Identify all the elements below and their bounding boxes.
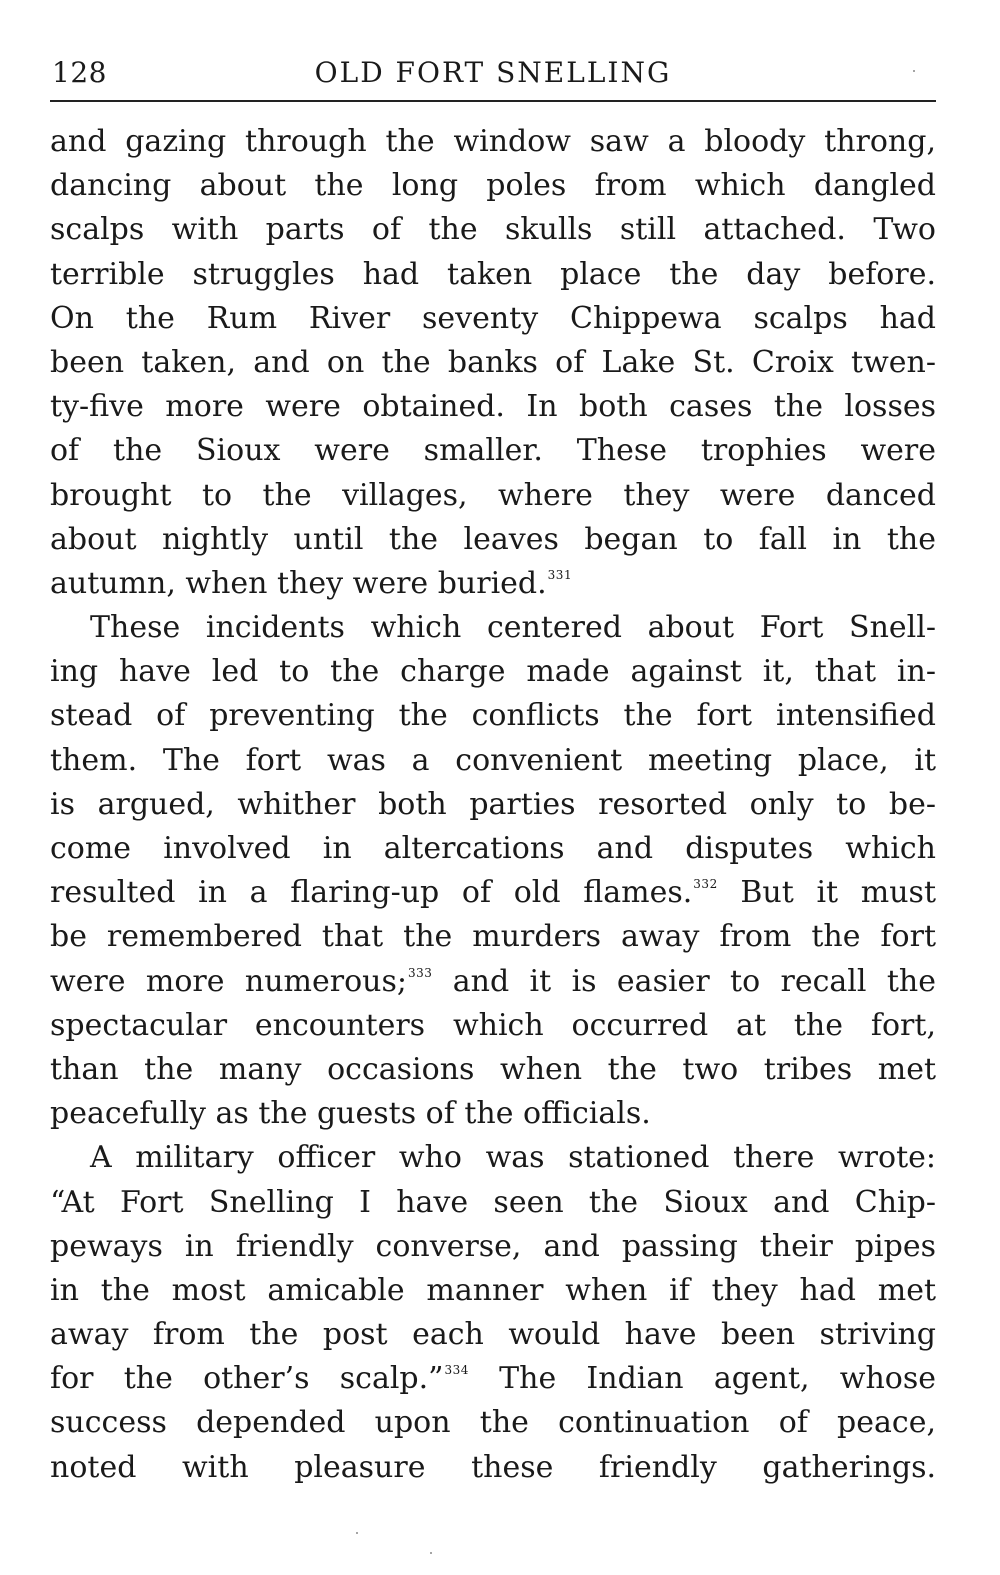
text-segment: been taken, and on the banks of Lake St. Croix twen- [50,344,936,380]
text-segment: come involved in altercations and disputes which [50,831,936,866]
footnote-marker: 333 [407,965,433,980]
text-segment: stead of preventing the conflicts the fort intensified [50,698,936,734]
text-line [50,429,936,473]
text-segment: peways in friendly converse, and passing their pipes [50,1228,936,1264]
text-segment: On the Rum River seventy Chippewa scalps had [50,300,936,336]
text-segment: them. The fort was a convenient meeting place, it [50,742,936,778]
text-segment: in the most amicable manner when if they had met [50,1272,936,1308]
text-line [50,1357,936,1401]
text-line [50,208,936,252]
footnote-marker: 334 [444,1363,469,1378]
text-line [50,1136,936,1180]
text-line [50,1004,936,1048]
scan-speck [913,70,915,72]
text-line [50,606,936,650]
text-line [50,164,936,208]
text-line [50,871,936,915]
text-line [50,1048,936,1092]
text-segment: terrible struggles had taken place the day before. [50,256,936,292]
text-segment: These incidents which centered about Fort Snell- [90,610,936,646]
text-line [50,694,936,738]
text-line [50,960,936,1004]
text-segment: for the other’s scalp.” [50,1361,444,1397]
text-line [50,915,936,959]
book-page [50,50,936,1490]
text-segment: were more numerous; [50,963,407,999]
text-line [50,297,936,341]
text-line [50,474,936,518]
text-line [50,1092,936,1136]
text-segment: than the many occasions when the two tribes met [50,1051,936,1087]
text-segment: success depended upon the continuation of peace, [50,1405,936,1441]
text-segment: is argued, whither both parties resorted only to be- [50,786,936,822]
text-line [50,650,936,694]
text-line [50,562,936,606]
text-line [50,385,936,429]
text-segment: about nightly until the leaves began to fall in the [50,521,936,557]
body-text [50,120,936,1490]
page-number: 128 [52,56,107,89]
text-line [50,120,936,164]
text-segment: But it must [717,875,936,911]
text-line [50,1446,936,1490]
paragraph [50,1136,936,1490]
running-title: OLD FORT SNELLING [314,56,672,89]
paragraph [50,120,936,606]
text-segment: peacefully as the guests of the officials. [50,1096,651,1132]
text-line [50,1401,936,1445]
text-segment: ty-five more were obtained. In both cases the losses [50,389,936,425]
text-segment: noted with pleasure these friendly gatherings. [50,1449,936,1485]
text-segment: resulted in a flaring-up of old flames. [50,875,693,911]
text-line [50,341,936,385]
text-segment: ing have led to the charge made against it, that in- [50,654,936,690]
text-segment: brought to the villages, where they were danced [50,477,936,513]
text-line [50,1313,936,1357]
text-line [50,1269,936,1313]
text-segment: A military officer who was stationed there wrote: [90,1140,936,1176]
text-segment: autumn, when they were buried. [50,565,547,601]
text-line [50,253,936,297]
text-line [50,1181,936,1225]
text-segment: The Indian agent, whose [468,1361,936,1397]
text-line [50,827,936,871]
footnote-marker: 331 [547,567,573,582]
text-segment: be remembered that the murders away from the fort [50,919,936,955]
text-segment: “At Fort Snelling I have seen the Sioux and Chip- [50,1184,936,1220]
text-line [50,739,936,783]
scan-speck [430,1552,432,1554]
text-segment: and gazing through the window saw a bloody throng, [50,124,936,159]
paragraph [50,606,936,1136]
text-line [50,518,936,562]
text-segment: dancing about the long poles from which dangled [50,168,936,204]
footnote-marker: 332 [693,877,718,892]
text-segment: scalps with parts of the skulls still attached. Two [50,212,936,248]
text-segment: away from the post each would have been striving [50,1317,936,1353]
text-segment: and it is easier to recall the [432,963,936,999]
text-segment: spectacular encounters which occurred at the fort, [50,1007,936,1043]
text-line [50,783,936,827]
page-header [50,50,936,102]
scan-speck [356,1532,358,1534]
text-segment: of the Sioux were smaller. These trophies were [50,433,936,469]
text-line [50,1225,936,1269]
